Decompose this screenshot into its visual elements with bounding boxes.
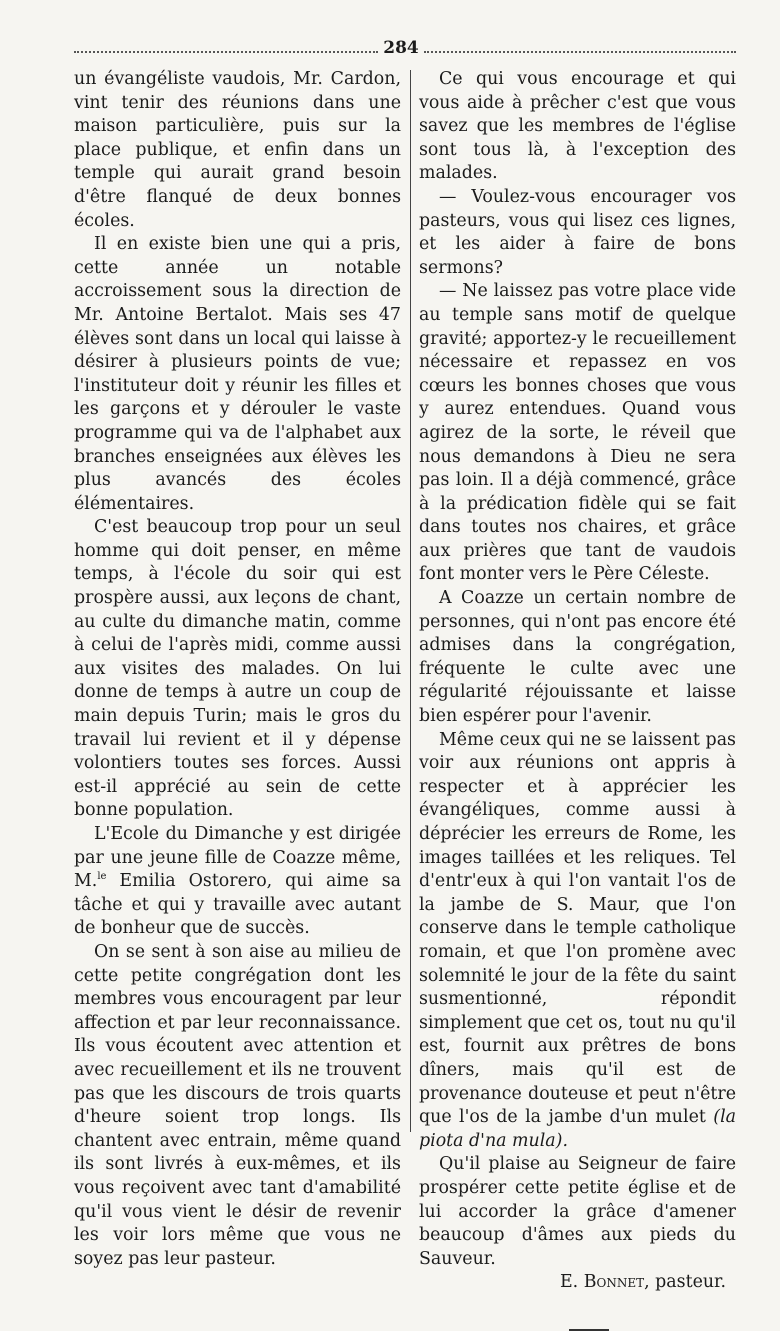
paragraph: un évangéliste vaudois, Mr. Cardon, vint tenir des réunions dans une maison particulière, puis sur la place publique, et enfin dans un temple qui aurait grand besoin d'être flanqué de deux bonnes écoles. bbox=[74, 69, 401, 231]
signature bbox=[419, 1271, 736, 1295]
header-dotted-rule-left bbox=[74, 51, 378, 53]
paragraph-text: Emilia Ostorero, qui aime sa tâche et qui y travaille avec autant de bonheur que de succès. bbox=[74, 871, 401, 939]
paragraph: On se sent à son aise au milieu de cette petite congrégation dont les membres vous encouragent par leur affection et par leur reconnaissance. Ils vous écoutent avec attention et avec recueillement et ils ne trouvent pas que les discours de trois quarts d'heure soient trop longs. Ils chantent avec entrain, même quand ils sont livrés à eux-mêmes, et ils vous reçoivent avec tant d'amabilité qu'il vous vient le désir de revenir les voir lors même que vous ne soyez pas leur pasteur. bbox=[74, 941, 401, 1269]
italic-quote: (la piota d'na mula). bbox=[419, 1107, 736, 1151]
paragraph: C'est beaucoup trop pour un seul homme qui doit penser, en même temps, à l'école du soir qui est prospère aussi, aux leçons de chant, au culte du dimanche matin, comme à celui de l'après midi, comme aussi aux visites des malades. On lui donne de temps à autre un coup de main depuis Turin; mais le gros du travail lui revient et il y dépense volontiers toutes ses forces. Aussi est-il apprécié au sein de cette bonne population. bbox=[74, 517, 401, 821]
paragraph: — Ne laissez pas votre place vide au temple sans motif de quelque gravité; apportez-y le recueillement nécessaire et repassez en vos cœurs les bonnes choses que vous y aurez entendues. Quand vous agirez de la sorte, le réveil que nous demandons à Dieu ne sera pas loin. Il a déjà commencé, grâce à la prédication fidèle qui se fait dans toutes nos chaires, et grâce aux prières que tant de vaudois font monter vers le Père Céleste. bbox=[419, 281, 736, 585]
page-number: 284 bbox=[383, 38, 419, 58]
header-dotted-rule-right bbox=[424, 51, 736, 53]
signature-title: , pasteur. bbox=[644, 1272, 726, 1293]
paragraph-text: L'Ecole du Dimanche y est dirigée par une jeune fille de Coazze même, M. bbox=[74, 824, 401, 892]
signature-name: E. Bonnet bbox=[559, 1272, 645, 1293]
paragraph: A Coazze un certain nombre de personnes, qui n'ont pas encore été admises dans la congrégation, fréquente le culte avec une régularité réjouissante et laisse bien espérer pour l'avenir. bbox=[419, 588, 736, 727]
paragraph: Qu'il plaise au Seigneur de faire prospérer cette petite église et de lui accorder la grâce d'amener beaucoup d'âmes aux pieds du Sauveur. bbox=[419, 1154, 736, 1269]
left-column bbox=[74, 68, 401, 1271]
paragraph: Il en existe bien une qui a pris, cette année un notable accroissement sous la direction de Mr. Antoine Bertalot. Mais ses 47 élèves sont dans un local qui laisse à désirer à plusieurs points de vue; l'instituteur doit y réunir les filles et les garçons et y dérouler le vaste programme qui va de l'alphabet aux branches enseignées aux élèves les plus avancés des écoles élémentaires. bbox=[74, 234, 401, 514]
right-column bbox=[419, 68, 736, 1331]
paragraph: — Voulez-vous encourager vos pasteurs, vous qui lisez ces lignes, et les aider à faire de bons sermons? bbox=[419, 186, 736, 278]
superscript: le bbox=[97, 871, 107, 883]
paragraph bbox=[74, 823, 401, 941]
column-divider bbox=[410, 70, 411, 1132]
page-header bbox=[74, 38, 736, 64]
paragraph: Ce qui vous encourage et qui vous aide à prêcher c'est que vous savez que les membres de l'église sont tous là, à l'exception des malades. bbox=[419, 69, 736, 184]
paragraph bbox=[419, 729, 736, 1154]
paragraph-text: Même ceux qui ne se laissent pas voir aux réunions ont appris à respecter et à apprécier les évangéliques, comme aussi à déprécier les erreurs de Rome, les images taillées et les reliques. Tel d'entr'eux à qui l'on vantait l'os de la jambe de S. Maur, que l'on conserve dans le temple catholique romain, et que l'on promène avec solemnité le jour de la fête du saint susmentionné, répondit simplement que cet os, tout nu qu'il est, fournit aux prêtres de bons dîners, mais qu'il est de provenance douteuse et peut n'être que l'os de la jambe d'un mulet bbox=[419, 729, 736, 1128]
